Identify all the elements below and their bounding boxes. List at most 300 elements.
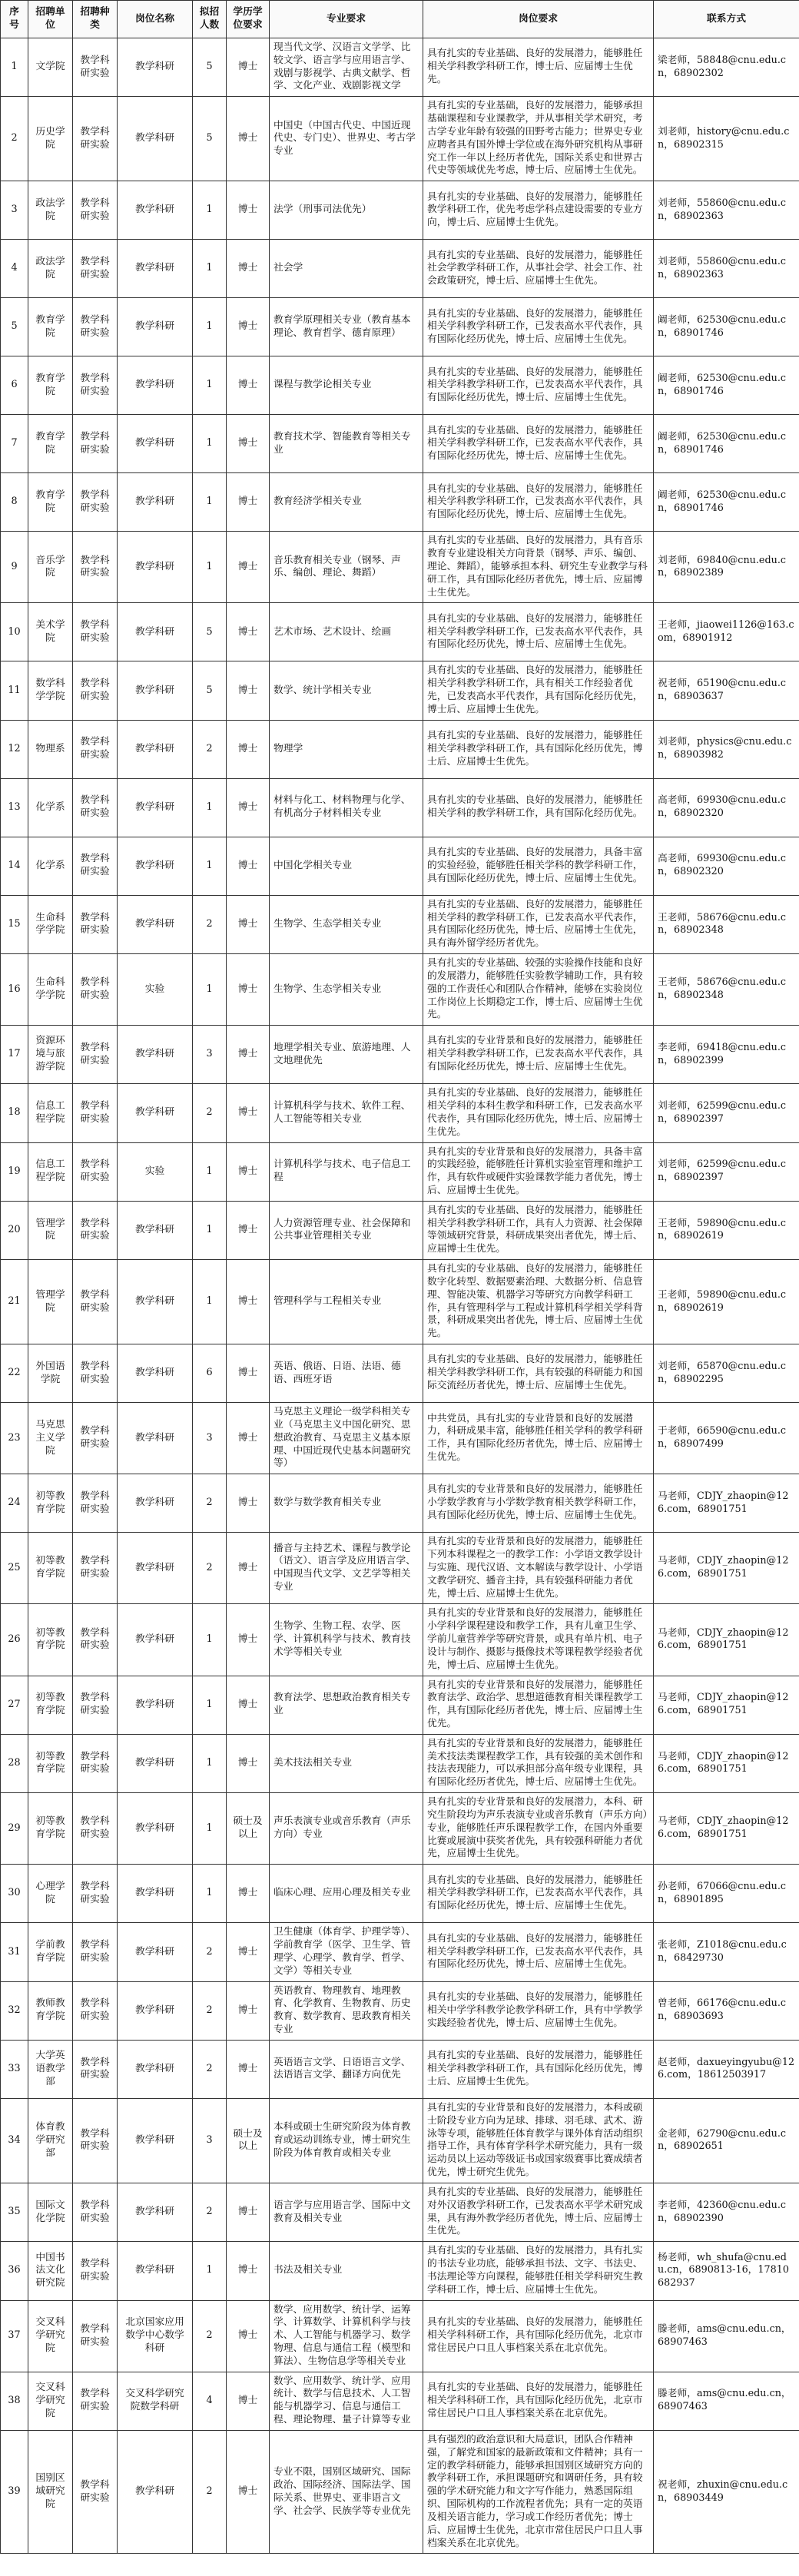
table-row [1, 1734, 799, 1792]
cell-unit: 大学英语教学部 [28, 2040, 73, 2098]
cell-requirement: 具有扎实的专业基础、良好的发展潜力，能够胜任相关学科教学科研工作，已发表高水平代表作，具有国际化经历优先，博士后、应届博士生优先。 [423, 603, 654, 661]
cell-major: 教育技术学、智能教育等相关专业 [270, 415, 423, 473]
cell-contact: 马老师，CDJY_zhaopin@126.com，68901751 [654, 1533, 799, 1604]
cell-major: 计算机科学与技术、软件工程、人工智能等相关专业 [270, 1084, 423, 1142]
cell-post: 教学科研 [118, 240, 193, 298]
cell-unit: 国际文化学院 [28, 2183, 73, 2241]
table-row [1, 181, 799, 240]
cell-unit: 交叉科学研究院 [28, 2300, 73, 2372]
cell-type: 教学科研实验 [73, 895, 118, 953]
cell-major: 法学（刑事司法优先） [270, 181, 423, 240]
cell-no: 20 [1, 1201, 28, 1259]
cell-unit: 资源环境与旅游学院 [28, 1026, 73, 1084]
cell-count: 4 [193, 2372, 227, 2430]
cell-unit: 初等教育学院 [28, 1793, 73, 1865]
table-row [1, 415, 799, 473]
cell-type: 教学科研实验 [73, 181, 118, 240]
cell-count: 2 [193, 1474, 227, 1533]
header-requirement: 岗位要求 [423, 1, 654, 38]
cell-type: 教学科研实验 [73, 1084, 118, 1142]
cell-requirement: 具有扎实的专业基础、良好的发展潜力，能够胜任相关学科科研工作，具有国际化经历优先，北京市常住居民户口且人事档案关系在北京优先。 [423, 2300, 654, 2372]
cell-type: 教学科研实验 [73, 38, 118, 97]
cell-count: 1 [193, 837, 227, 895]
cell-type: 教学科研实验 [73, 298, 118, 356]
cell-requirement: 具有扎实的专业基础、良好的发展潜力，能够胜任相关学科的教学科研工作，已发表高水平代表作，具有国际化经历优先，博士后、应届博士生优先，具有海外留学经历者优先。 [423, 895, 654, 953]
table-row [1, 895, 799, 953]
cell-count: 1 [193, 1142, 227, 1201]
cell-major: 英语、俄语、日语、法语、德语、西班牙语 [270, 1344, 423, 1403]
header-no: 序号 [1, 1, 28, 38]
cell-post: 教学科研 [118, 2242, 193, 2300]
cell-unit: 初等教育学院 [28, 1604, 73, 1676]
table-row [1, 240, 799, 298]
cell-no: 5 [1, 298, 28, 356]
cell-type: 教学科研实验 [73, 1734, 118, 1792]
cell-count: 1 [193, 1865, 227, 1923]
cell-requirement: 具有扎实的专业基础、良好的发展潜力，能够胜任相关学科教学科研工作，已发表高水平代表作，具有国际化经历优先，博士后、应届博士生优先。 [423, 298, 654, 356]
cell-no: 6 [1, 356, 28, 415]
cell-unit: 历史学院 [28, 97, 73, 181]
cell-contact: 刘老师，physics@cnu.edu.cn，68903982 [654, 720, 799, 778]
cell-major: 生物学、生态学相关专业 [270, 895, 423, 953]
cell-no: 33 [1, 2040, 28, 2098]
table-row [1, 1981, 799, 2040]
cell-no: 36 [1, 2242, 28, 2300]
cell-major: 社会学 [270, 240, 423, 298]
cell-type: 教学科研实验 [73, 1604, 118, 1676]
table-row [1, 837, 799, 895]
cell-major: 管理科学与工程相关专业 [270, 1260, 423, 1344]
cell-requirement: 具有扎实的专业基础、良好的发展潜力，能够胜任相关学科教学科研工作，具有较强的科研能力和国际交流经历者优先，博士后、应届博士生优先。 [423, 1344, 654, 1403]
cell-major: 生物学、生物工程、农学、医学、计算机科学与技术、教育技术学等相关专业 [270, 1604, 423, 1676]
cell-degree: 博士 [227, 2242, 270, 2300]
cell-contact: 阚老师，62530@cnu.edu.cn，68901746 [654, 356, 799, 415]
cell-count: 5 [193, 661, 227, 720]
cell-requirement: 具有扎实的专业基础、良好的发展潜力，具备丰富的实验经验，能够胜任相关学科的教学科研工作，具有国际化经历优先，博士后、应届博士生优先。 [423, 837, 654, 895]
table-row [1, 1865, 799, 1923]
cell-unit: 国别区域研究院 [28, 2430, 73, 2553]
cell-type: 教学科研实验 [73, 1142, 118, 1201]
cell-count: 2 [193, 895, 227, 953]
cell-degree: 博士 [227, 1201, 270, 1259]
cell-contact: 金老师，62790@cnu.edu.cn，68902651 [654, 2098, 799, 2183]
cell-count: 2 [193, 1084, 227, 1142]
cell-major: 中国化学相关专业 [270, 837, 423, 895]
cell-unit: 管理学院 [28, 1201, 73, 1259]
cell-no: 15 [1, 895, 28, 953]
table-row [1, 1201, 799, 1259]
cell-post: 教学科研 [118, 1676, 193, 1734]
cell-count: 1 [193, 298, 227, 356]
cell-major: 书法及相关专业 [270, 2242, 423, 2300]
cell-no: 39 [1, 2430, 28, 2553]
cell-major: 数学、应用数学、统计学、应用统计、数学与信息技术、人工智能与机器学习、信息与通信工程、理论物理、量子计算等专业 [270, 2372, 423, 2430]
cell-count: 2 [193, 1923, 227, 1981]
table-row [1, 1923, 799, 1981]
cell-count: 6 [193, 1344, 227, 1403]
cell-requirement: 具有扎实的专业基础、良好的发展潜力，能够胜任相关学科教学科研工作，已发表高水平代表作，具有国际化经历优先，博士后、应届博士生优先。 [423, 1865, 654, 1923]
cell-major: 教育法学、思想政治教育相关专业 [270, 1676, 423, 1734]
cell-contact: 王老师，jiaowei1126@163.com，68901912 [654, 603, 799, 661]
cell-major: 数学、统计学相关专业 [270, 661, 423, 720]
cell-post: 教学科研 [118, 473, 193, 532]
cell-type: 教学科研实验 [73, 837, 118, 895]
cell-contact: 刘老师，65870@cnu.edu.cn，68902295 [654, 1344, 799, 1403]
cell-contact: 孙老师，67066@cnu.edu.cn，68901895 [654, 1865, 799, 1923]
cell-degree: 博士 [227, 1084, 270, 1142]
cell-type: 教学科研实验 [73, 603, 118, 661]
cell-major: 数学与数学教育相关专业 [270, 1474, 423, 1533]
cell-requirement: 具有扎实的专业背景和良好的发展潜力，能够胜任相关学科教学科研工作，已发表高水平代表作，具有国际化经历优先，博士后、应届博士生优先。 [423, 1026, 654, 1084]
cell-contact: 张老师，Z1018@cnu.edu.cn，68429730 [654, 1923, 799, 1981]
cell-post: 教学科研 [118, 1734, 193, 1792]
cell-unit: 教育学院 [28, 415, 73, 473]
cell-degree: 硕士及以上 [227, 2098, 270, 2183]
cell-no: 18 [1, 1084, 28, 1142]
cell-count: 1 [193, 778, 227, 837]
cell-no: 29 [1, 1793, 28, 1865]
table-header-row [1, 1, 799, 38]
cell-type: 教学科研实验 [73, 97, 118, 181]
cell-major: 美术技法相关专业 [270, 1734, 423, 1792]
cell-type: 教学科研实验 [73, 356, 118, 415]
cell-requirement: 具有扎实的专业基础、良好的发展潜力，能够胜任相关学科科研工作，具有国际化经历优先，北京市常住居民户口且人事档案关系在北京优先。 [423, 2372, 654, 2430]
cell-major: 生物学、生态学相关专业 [270, 954, 423, 1026]
cell-no: 19 [1, 1142, 28, 1201]
cell-requirement: 具有扎实的专业基础、较强的实验操作技能和良好的发展潜力，能够胜任实验教学辅助工作，具有较强的工作责任心和团队合作精神，能够在实验岗位工作岗位上长期稳定工作，博士后、应届博士生优先。 [423, 954, 654, 1026]
table-row [1, 1344, 799, 1403]
cell-requirement: 具有扎实的专业基础，良好的发展潜力，能够承担基础课程和专业课教学，并从事相关学术研究，考古学专业年龄有较强的田野考古能力；世界史专业应聘者具有国外博士学位或在海外研究机构从事研究工作一年以上经历者优先，国际关系史和世界古代史等领域优先考虑，博士后、应届博士生优先。 [423, 97, 654, 181]
cell-requirement: 具有扎实的专业基础、良好的发展潜力，能够胜任相关学科的本科生教学和科研工作，已发表高水平代表作，具有国际化经历优先，博士后、应届博士生优先。 [423, 1084, 654, 1142]
cell-degree: 博士 [227, 2040, 270, 2098]
cell-post: 交叉科学研究院数学科研 [118, 2372, 193, 2430]
table-row [1, 2040, 799, 2098]
cell-unit: 信息工程学院 [28, 1142, 73, 1201]
cell-degree: 博士 [227, 1734, 270, 1792]
cell-no: 31 [1, 1923, 28, 1981]
cell-no: 17 [1, 1026, 28, 1084]
cell-contact: 刘老师，62599@cnu.edu.cn，68902397 [654, 1084, 799, 1142]
cell-no: 3 [1, 181, 28, 240]
cell-type: 教学科研实验 [73, 720, 118, 778]
cell-post: 教学科研 [118, 661, 193, 720]
cell-unit: 生命科学学院 [28, 895, 73, 953]
cell-post: 教学科研 [118, 38, 193, 97]
table-row [1, 1260, 799, 1344]
cell-major: 材料与化工、材料物理与化学、有机高分子材料相关专业 [270, 778, 423, 837]
cell-contact: 赵老师，daxueyingyubu@126.com，18612503917 [654, 2040, 799, 2098]
cell-major: 现当代文学、汉语言文学学、比较文学、语言学与应用语言学、戏剧与影视学、古典文献学、哲学、文化产业、戏剧影视文学 [270, 38, 423, 97]
cell-degree: 硕士及以上 [227, 1793, 270, 1865]
cell-unit: 交叉科学研究院 [28, 2372, 73, 2430]
cell-degree: 博士 [227, 2372, 270, 2430]
cell-type: 教学科研实验 [73, 415, 118, 473]
cell-major: 地理学相关专业、旅游地理、人文地理优先 [270, 1026, 423, 1084]
cell-requirement: 具有扎实的专业基础、良好的发展潜力，能够胜任社会学教学科研工作，从事社会学、社会工作、社会政策研究，博士后、应届博士生优先。 [423, 240, 654, 298]
cell-requirement: 具有扎实的专业背景和良好的发展潜力，能够胜任美术技法类课程教学工作，具有较强的美术创作和技法表现能力，可以承担部分高年级专业课程，具有国际化经历者优先，博士后、应届博士生优先。 [423, 1734, 654, 1792]
cell-requirement: 具有扎实的专业基础、良好的发展潜力，能够胜任相关学科的教学科研工作，具有国际化经历优先。 [423, 778, 654, 837]
cell-major: 播音与主持艺术、课程与教学论（语文）、语言学及应用语言学、中国现当代文学、文艺学等相关专业 [270, 1533, 423, 1604]
table-body [1, 38, 799, 2554]
table-row [1, 2183, 799, 2241]
cell-contact: 于老师，66590@cnu.edu.cn，68907499 [654, 1403, 799, 1474]
cell-degree: 博士 [227, 2183, 270, 2241]
table-row [1, 1793, 799, 1865]
cell-degree: 博士 [227, 97, 270, 181]
cell-count: 2 [193, 2183, 227, 2241]
cell-no: 11 [1, 661, 28, 720]
cell-count: 2 [193, 2300, 227, 2372]
cell-degree: 博士 [227, 1676, 270, 1734]
table-row [1, 720, 799, 778]
cell-count: 1 [193, 356, 227, 415]
cell-count: 1 [193, 532, 227, 603]
cell-post: 教学科研 [118, 2430, 193, 2553]
table-row [1, 2372, 799, 2430]
cell-major: 数学、应用数学、统计学、运筹学、计算数学、计算机科学与技术、人工智能与机器学习、数学物理、信息与通信工程（模型和算法）、生物信息学等相关专业 [270, 2300, 423, 2372]
cell-degree: 博士 [227, 1260, 270, 1344]
cell-post: 教学科研 [118, 603, 193, 661]
header-type: 招聘种类 [73, 1, 118, 38]
cell-count: 2 [193, 1981, 227, 2040]
cell-unit: 中国书法文化研究院 [28, 2242, 73, 2300]
cell-unit: 管理学院 [28, 1260, 73, 1344]
table-row [1, 97, 799, 181]
cell-major: 课程与教学论相关专业 [270, 356, 423, 415]
cell-contact: 刘老师，history@cnu.edu.cn，68902315 [654, 97, 799, 181]
cell-post: 教学科研 [118, 1981, 193, 2040]
cell-degree: 博士 [227, 720, 270, 778]
cell-degree: 博士 [227, 661, 270, 720]
cell-no: 27 [1, 1676, 28, 1734]
cell-degree: 博士 [227, 1142, 270, 1201]
cell-post: 教学科研 [118, 895, 193, 953]
cell-contact: 王老师，58676@cnu.edu.cn，68902348 [654, 895, 799, 953]
cell-unit: 教育学院 [28, 473, 73, 532]
cell-requirement: 具有扎实的专业背景和良好的发展潜力，能够胜任教育法学、政治学、思想道德教育相关课程教学工作，具有国际化经历者优先，博士后、应届博士生优先。 [423, 1676, 654, 1734]
cell-major: 卫生健康（体育学、护理学等）、学前教育学（医学、卫生学、管理学、心理学、教育学、哲学、文学）等相关专业 [270, 1923, 423, 1981]
cell-contact: 刘老师，55860@cnu.edu.cn，68902363 [654, 240, 799, 298]
cell-type: 教学科研实验 [73, 954, 118, 1026]
cell-requirement: 具有扎实的专业背景和良好的发展潜力，能够胜任小学数学教育与小学数学教育相关教学科研工作，具有国际化经历优先，博士后、应届博士生优先。 [423, 1474, 654, 1533]
cell-post: 实验 [118, 1142, 193, 1201]
cell-type: 教学科研实验 [73, 473, 118, 532]
cell-contact: 阚老师，62530@cnu.edu.cn，68901746 [654, 473, 799, 532]
cell-contact: 王老师，59890@cnu.edu.cn，68902619 [654, 1260, 799, 1344]
header-major: 专业要求 [270, 1, 423, 38]
cell-major: 本科或硕士生研究阶段为体育教育或运动训练专业，博士研究生阶段为体育教育或相关专业 [270, 2098, 423, 2183]
cell-requirement: 具有扎实的专业背景和良好的发展潜力，能够胜任小学科学课程建设和教学工作，具有儿童卫生学、学前儿童营养学等研究背景，或具有单片机、电子设计与制作、摄影与摄像技术等课程教学经验者优先，博士后、应届博士生优先。 [423, 1604, 654, 1676]
cell-requirement: 具有扎实的专业背景和良好的发展潜力，能够胜任下列本科课程之一的教学工作：小学语文教学设计与实施、现代汉语、文本解读与教学设计、小学语文教学研究、播音主持，具有较强科研能力者优先，博士后、应届博士生优先。 [423, 1533, 654, 1604]
cell-no: 24 [1, 1474, 28, 1533]
cell-requirement: 具有扎实的专业基础、良好的发展潜力，能够胜任相关学科教学科研工作，具有国际化经历优先，博士后、应届博士生优先。 [423, 720, 654, 778]
cell-post: 教学科研 [118, 298, 193, 356]
cell-major: 教育学原理相关专业（教育基本理论、教育哲学、德育原理） [270, 298, 423, 356]
cell-major: 物理学 [270, 720, 423, 778]
cell-contact: 王老师，58676@cnu.edu.cn，68902348 [654, 954, 799, 1026]
cell-unit: 政法学院 [28, 181, 73, 240]
table-row [1, 778, 799, 837]
cell-contact: 祝老师，zhuxin@cnu.edu.cn，68903449 [654, 2430, 799, 2553]
cell-degree: 博士 [227, 2300, 270, 2372]
cell-post: 教学科研 [118, 1403, 193, 1474]
cell-no: 25 [1, 1533, 28, 1604]
cell-count: 5 [193, 97, 227, 181]
table-row [1, 661, 799, 720]
cell-no: 8 [1, 473, 28, 532]
cell-degree: 博士 [227, 1865, 270, 1923]
cell-major: 教育经济学相关专业 [270, 473, 423, 532]
cell-count: 1 [193, 1604, 227, 1676]
table-row [1, 1026, 799, 1084]
cell-post: 教学科研 [118, 2098, 193, 2183]
cell-count: 5 [193, 603, 227, 661]
cell-unit: 文学院 [28, 38, 73, 97]
cell-requirement: 具有扎实的专业基础、良好的发展潜力，能够胜任相关学科教学科研工作，已发表高水平代表作，具有国际化经历优先，博士后、应届博士生优先。 [423, 473, 654, 532]
cell-requirement: 具有扎实的专业基础、良好的发展潜力，能够胜任相关学科教学科研工作，已发表高水平代表作，具有国际化经历优先，博士后、应届博士生优先。 [423, 356, 654, 415]
cell-post: 教学科研 [118, 1865, 193, 1923]
cell-unit: 物理系 [28, 720, 73, 778]
cell-major: 专业不限，国别区域研究、国际政治、国际经济、国际法学、国际关系、世界史、亚非语言文学、社会学、民族学等专业优先 [270, 2430, 423, 2553]
cell-contact: 马老师，CDJY_zhaopin@126.com，68901751 [654, 1734, 799, 1792]
cell-post: 北京国家应用数学中心数学科研 [118, 2300, 193, 2372]
cell-no: 9 [1, 532, 28, 603]
cell-type: 教学科研实验 [73, 1344, 118, 1403]
cell-no: 12 [1, 720, 28, 778]
cell-no: 13 [1, 778, 28, 837]
cell-post: 教学科研 [118, 1793, 193, 1865]
cell-type: 教学科研实验 [73, 240, 118, 298]
cell-contact: 刘老师，55860@cnu.edu.cn，68902363 [654, 181, 799, 240]
cell-unit: 生命科学学院 [28, 954, 73, 1026]
cell-post: 教学科研 [118, 1474, 193, 1533]
cell-count: 1 [193, 1676, 227, 1734]
cell-post: 教学科研 [118, 1344, 193, 1403]
cell-degree: 博士 [227, 298, 270, 356]
cell-degree: 博士 [227, 356, 270, 415]
cell-contact: 刘老师，69840@cnu.edu.cn，68902389 [654, 532, 799, 603]
cell-degree: 博士 [227, 837, 270, 895]
cell-no: 22 [1, 1344, 28, 1403]
cell-contact: 马老师，CDJY_zhaopin@126.com，68901751 [654, 1604, 799, 1676]
cell-requirement: 具有扎实的专业基础、良好的发展潜力，能够胜任相关学科教学科研工作，已发表高水平代表作，具有国际化经历优先，博士后、应届博士生优先。 [423, 1923, 654, 1981]
cell-no: 28 [1, 1734, 28, 1792]
cell-unit: 外国语学院 [28, 1344, 73, 1403]
cell-count: 1 [193, 954, 227, 1026]
cell-unit: 化学系 [28, 837, 73, 895]
cell-degree: 博士 [227, 532, 270, 603]
table-row [1, 603, 799, 661]
cell-post: 教学科研 [118, 720, 193, 778]
table-row [1, 1676, 799, 1734]
cell-count: 1 [193, 473, 227, 532]
cell-type: 教学科研实验 [73, 2430, 118, 2553]
cell-unit: 初等教育学院 [28, 1533, 73, 1604]
cell-major: 艺术市场、艺术设计、绘画 [270, 603, 423, 661]
cell-degree: 博士 [227, 778, 270, 837]
table-row [1, 2430, 799, 2553]
cell-count: 1 [193, 1734, 227, 1792]
header-contact: 联系方式 [654, 1, 799, 38]
cell-degree: 博士 [227, 473, 270, 532]
cell-count: 1 [193, 240, 227, 298]
cell-no: 35 [1, 2183, 28, 2241]
cell-contact: 李老师，42360@cnu.edu.cn，68902390 [654, 2183, 799, 2241]
cell-type: 教学科研实验 [73, 1201, 118, 1259]
cell-post: 教学科研 [118, 1201, 193, 1259]
table-row [1, 1604, 799, 1676]
cell-degree: 博士 [227, 1474, 270, 1533]
cell-major: 音乐教育相关专业（钢琴、声乐、编创、理论、舞蹈） [270, 532, 423, 603]
cell-type: 教学科研实验 [73, 2372, 118, 2430]
cell-contact: 梁老师，58848@cnu.edu.cn，68902302 [654, 38, 799, 97]
cell-no: 23 [1, 1403, 28, 1474]
cell-post: 教学科研 [118, 415, 193, 473]
cell-degree: 博士 [227, 1344, 270, 1403]
cell-unit: 教师教育学院 [28, 1981, 73, 2040]
cell-post: 教学科研 [118, 97, 193, 181]
table-row [1, 2242, 799, 2300]
cell-unit: 教育学院 [28, 298, 73, 356]
cell-type: 教学科研实验 [73, 1865, 118, 1923]
cell-major: 人力资源管理专业、社会保障和公共事业管理相关专业 [270, 1201, 423, 1259]
cell-contact: 阚老师，62530@cnu.edu.cn，68901746 [654, 298, 799, 356]
cell-type: 教学科研实验 [73, 778, 118, 837]
cell-post: 教学科研 [118, 1260, 193, 1344]
cell-post: 教学科研 [118, 181, 193, 240]
cell-no: 30 [1, 1865, 28, 1923]
cell-no: 10 [1, 603, 28, 661]
cell-degree: 博士 [227, 1604, 270, 1676]
cell-requirement: 具有扎实的专业基础、良好的发展潜力，能够胜任相关学科教学科研工作，具有人力资源、社会保障等领域研究背景，科研成果突出者优先，博士后、应届博士生优先。 [423, 1201, 654, 1259]
cell-degree: 博士 [227, 1923, 270, 1981]
cell-count: 2 [193, 1533, 227, 1604]
table-row [1, 2300, 799, 2372]
table-row [1, 473, 799, 532]
cell-degree: 博士 [227, 1533, 270, 1604]
cell-no: 2 [1, 97, 28, 181]
cell-count: 1 [193, 181, 227, 240]
cell-count: 3 [193, 2098, 227, 2183]
cell-major: 声乐表演专业或音乐教育（声乐方向）专业 [270, 1793, 423, 1865]
cell-requirement: 具有扎实的专业基础、良好的发展潜力，能够胜任教学科研工作，优先考虑学科点建设需要的专业方向，博士后、应届博士生优先。 [423, 181, 654, 240]
cell-requirement: 具有扎实的专业基础、良好的发展潜力，能够胜任相关中学学科教学论教学科研工作，具有中学教学实践经验者优先，博士后、应届博士生优先。 [423, 1981, 654, 2040]
table-row [1, 1403, 799, 1474]
cell-major: 中国史（中国古代史、中国近现代史、专门史）、世界史、考古学专业 [270, 97, 423, 181]
table-row [1, 38, 799, 97]
cell-post: 教学科研 [118, 1084, 193, 1142]
cell-contact: 祝老师，65190@cnu.edu.cn，68903637 [654, 661, 799, 720]
cell-type: 教学科研实验 [73, 2098, 118, 2183]
cell-no: 1 [1, 38, 28, 97]
cell-count: 1 [193, 415, 227, 473]
cell-type: 教学科研实验 [73, 1026, 118, 1084]
cell-type: 教学科研实验 [73, 1403, 118, 1474]
cell-requirement: 具有扎实的专业背景和良好的发展潜力，本科、研究生阶段均为声乐表演专业或音乐教育（声乐方向）专业，能够胜任声乐课程教学工作，在国内外重要比赛或展演中获奖者优先，具有较强科研能力者优先，应届博士生优先。 [423, 1793, 654, 1865]
header-post: 岗位名称 [118, 1, 193, 38]
cell-post: 实验 [118, 954, 193, 1026]
cell-major: 计算机科学与技术、电子信息工程 [270, 1142, 423, 1201]
cell-requirement: 具有扎实的专业背景和良好的发展潜力，具备丰富的实践经验，能够胜任计算机实验室管理和维护工作，具有软件或硬件实验课教学能力者优先，博士后、应届博士生优先。 [423, 1142, 654, 1201]
cell-contact: 王老师，59890@cnu.edu.cn，68902619 [654, 1201, 799, 1259]
cell-degree: 博士 [227, 2430, 270, 2553]
cell-post: 教学科研 [118, 1923, 193, 1981]
cell-count: 3 [193, 1403, 227, 1474]
cell-requirement: 具有扎实的专业背景和良好的发展潜力，本科或硕士阶段专业方向为足球、排球、羽毛球、武术、游泳等专项，能够胜任体育教学与课外体育活动组织指导工作，具有体育学科学术研究能力，具有一级运动员以上运动等级证书或国家级赛事比赛成绩者优先，博士研究生优先。 [423, 2098, 654, 2183]
cell-requirement: 具有扎实的专业基础、良好的发展潜力，能够胜任相关学科教学科研工作，具有相关工作经验者优先，已发表高水平代表作，具有国际化经历优先，博士后、应届博士生优先。 [423, 661, 654, 720]
table-row [1, 2098, 799, 2183]
cell-count: 3 [193, 1026, 227, 1084]
